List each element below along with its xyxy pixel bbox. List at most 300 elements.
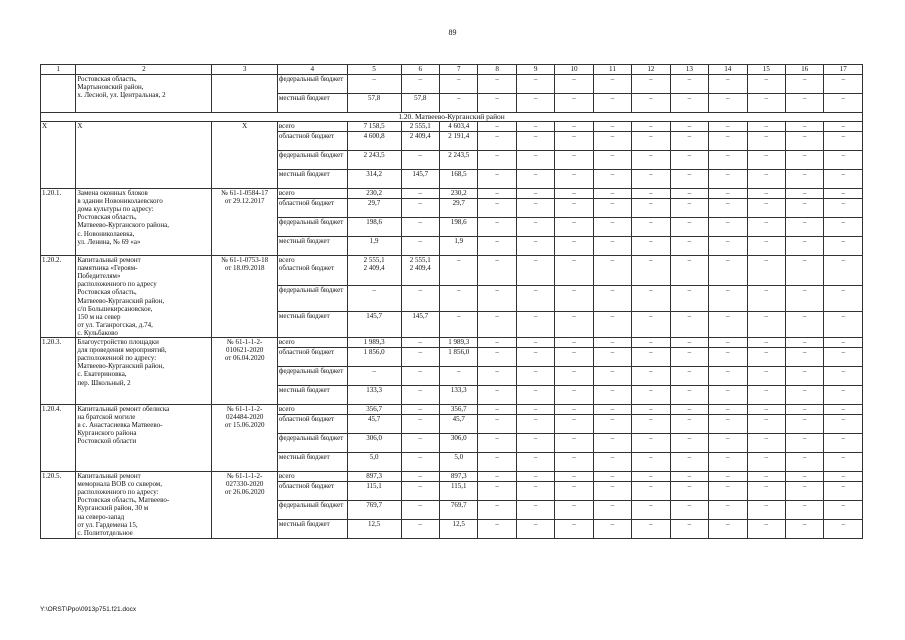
- value-cell: –: [824, 386, 863, 405]
- value-cell: –: [347, 75, 401, 94]
- value-cell: –: [478, 75, 516, 94]
- value-cell: –: [824, 312, 863, 338]
- value-cell: –: [478, 312, 516, 338]
- value-cell: –: [785, 75, 823, 94]
- value-cell: –: [516, 237, 554, 256]
- column-header: 14: [709, 65, 747, 75]
- value-cell: –: [747, 189, 785, 199]
- value-cell: –: [478, 386, 516, 405]
- value-cell: –: [478, 94, 516, 113]
- column-header: 13: [670, 65, 708, 75]
- value-cell: –: [670, 520, 708, 539]
- value-cell: –: [632, 237, 670, 256]
- value-cell: –: [516, 453, 554, 472]
- value-cell: –: [516, 434, 554, 453]
- value-cell: –: [747, 94, 785, 113]
- value-cell: –: [401, 415, 439, 434]
- value-cell: –: [555, 453, 593, 472]
- value-cell: –: [555, 520, 593, 539]
- item-code: [41, 75, 76, 113]
- value-cell: 1 989,3: [347, 338, 401, 348]
- value-cell: –: [632, 170, 670, 189]
- value-cell: –: [593, 237, 631, 256]
- value-cell: –: [824, 199, 863, 218]
- funding-source: федеральный бюджет: [277, 75, 347, 94]
- value-cell: –: [824, 218, 863, 237]
- value-cell: –: [478, 132, 516, 151]
- value-cell: –: [593, 482, 631, 501]
- value-cell: –: [670, 122, 708, 132]
- value-cell: –: [785, 348, 823, 367]
- value-cell: –: [555, 256, 593, 286]
- value-cell: 5,0: [347, 453, 401, 472]
- value-cell: –: [747, 170, 785, 189]
- value-cell: –: [516, 367, 554, 386]
- value-cell: –: [516, 75, 554, 94]
- value-cell: –: [593, 312, 631, 338]
- value-cell: –: [747, 218, 785, 237]
- value-cell: –: [824, 415, 863, 434]
- value-cell: –: [785, 94, 823, 113]
- value-cell: –: [709, 367, 747, 386]
- value-cell: –: [670, 199, 708, 218]
- value-cell: 4 600,8: [347, 132, 401, 151]
- value-cell: –: [824, 170, 863, 189]
- value-cell: –: [593, 256, 631, 286]
- value-cell: –: [824, 132, 863, 151]
- expertise-doc: № 61-1-1-2- 010621-2020 от 06.04.2020: [212, 338, 277, 405]
- value-cell: –: [555, 415, 593, 434]
- item-code: 1.20.1.: [41, 189, 76, 256]
- item-code: 1.20.5.: [41, 472, 76, 539]
- value-cell: 769,7: [440, 501, 478, 520]
- value-cell: –: [785, 405, 823, 415]
- value-cell: –: [440, 367, 478, 386]
- value-cell: –: [632, 338, 670, 348]
- value-cell: 7 158,5: [347, 122, 401, 132]
- value-cell: 2 409,4: [401, 132, 439, 151]
- page-number: 89: [448, 28, 457, 37]
- column-number-row: [41, 65, 863, 75]
- funding-source: местный бюджет: [277, 94, 347, 113]
- value-cell: 57,8: [401, 94, 439, 113]
- value-cell: 145,7: [401, 170, 439, 189]
- value-cell: –: [555, 482, 593, 501]
- value-cell: –: [401, 367, 439, 386]
- value-cell: –: [555, 501, 593, 520]
- value-cell: –: [709, 482, 747, 501]
- value-cell: –: [401, 405, 439, 415]
- value-cell: –: [593, 189, 631, 199]
- value-cell: –: [401, 286, 439, 312]
- value-cell: –: [401, 348, 439, 367]
- funding-source: областной бюджет: [277, 132, 347, 151]
- value-cell: –: [709, 122, 747, 132]
- section-title: 1.20. Матвеево-Курганский район: [41, 113, 863, 122]
- value-cell: –: [632, 472, 670, 482]
- value-cell: 2 555,1: [401, 122, 439, 132]
- expertise-doc: [212, 75, 277, 113]
- value-cell: –: [555, 170, 593, 189]
- value-cell: –: [440, 75, 478, 94]
- value-cell: –: [747, 367, 785, 386]
- item-name: Замена оконных блоков в здании Новониколаевского дома культуры по адресу: Ростовская область, Матвеево-Курганского района, с. Новониколаевка, ул. Ленина, № 69 «а»: [76, 189, 212, 256]
- value-cell: –: [478, 472, 516, 482]
- value-cell: –: [632, 122, 670, 132]
- value-cell: –: [632, 482, 670, 501]
- value-cell: –: [401, 151, 439, 170]
- value-cell: –: [516, 170, 554, 189]
- value-cell: –: [478, 218, 516, 237]
- value-cell: –: [785, 256, 823, 286]
- table-row: [41, 189, 863, 199]
- value-cell: 12,5: [440, 520, 478, 539]
- value-cell: –: [709, 338, 747, 348]
- column-header: 1: [41, 65, 76, 75]
- value-cell: –: [440, 286, 478, 312]
- funding-source: всего: [277, 472, 347, 482]
- value-cell: –: [670, 237, 708, 256]
- funding-source: местный бюджет: [277, 520, 347, 539]
- value-cell: –: [670, 256, 708, 286]
- value-cell: –: [785, 151, 823, 170]
- value-cell: –: [401, 520, 439, 539]
- value-cell: –: [401, 218, 439, 237]
- value-cell: –: [478, 286, 516, 312]
- table-row: [41, 472, 863, 482]
- value-cell: –: [401, 386, 439, 405]
- value-cell: –: [401, 189, 439, 199]
- funding-source: местный бюджет: [277, 453, 347, 472]
- column-header: 4: [277, 65, 347, 75]
- value-cell: –: [593, 348, 631, 367]
- value-cell: 356,7: [440, 405, 478, 415]
- value-cell: –: [670, 434, 708, 453]
- value-cell: –: [824, 286, 863, 312]
- value-cell: –: [478, 453, 516, 472]
- value-cell: –: [593, 501, 631, 520]
- column-header: 7: [440, 65, 478, 75]
- value-cell: –: [516, 218, 554, 237]
- funding-source: всего: [277, 189, 347, 199]
- value-cell: –: [440, 312, 478, 338]
- item-name: Капитальный ремонт обелиска на братской могиле в с. Анастасиевка Матвеево- Курганского района Ростовской области: [76, 405, 212, 472]
- value-cell: –: [709, 348, 747, 367]
- value-cell: –: [516, 199, 554, 218]
- value-cell: –: [709, 501, 747, 520]
- funding-source: федеральный бюджет: [277, 367, 347, 386]
- value-cell: –: [824, 405, 863, 415]
- value-cell: –: [747, 312, 785, 338]
- item-name: X: [76, 122, 212, 189]
- value-cell: –: [478, 434, 516, 453]
- value-cell: –: [747, 453, 785, 472]
- value-cell: –: [555, 132, 593, 151]
- value-cell: 12,5: [347, 520, 401, 539]
- value-cell: 897,3: [440, 472, 478, 482]
- column-header: 15: [747, 65, 785, 75]
- value-cell: –: [593, 199, 631, 218]
- expertise-doc: № 61-1-1-2- 027330-2020 от 26.06.2020: [212, 472, 277, 539]
- funding-source: областной бюджет: [277, 415, 347, 434]
- value-cell: –: [555, 189, 593, 199]
- value-cell: –: [747, 482, 785, 501]
- value-cell: –: [593, 151, 631, 170]
- value-cell: –: [555, 338, 593, 348]
- value-cell: –: [593, 386, 631, 405]
- value-cell: –: [555, 348, 593, 367]
- value-cell: –: [516, 482, 554, 501]
- value-cell: –: [709, 75, 747, 94]
- value-cell: –: [555, 75, 593, 94]
- value-cell: –: [593, 434, 631, 453]
- value-cell: –: [709, 132, 747, 151]
- column-header: 3: [212, 65, 277, 75]
- value-cell: –: [824, 482, 863, 501]
- column-header: 17: [824, 65, 863, 75]
- value-cell: –: [747, 122, 785, 132]
- value-cell: –: [401, 75, 439, 94]
- value-cell: –: [670, 151, 708, 170]
- value-cell: 2 191,4: [440, 132, 478, 151]
- value-cell: –: [670, 170, 708, 189]
- value-cell: 5,0: [440, 453, 478, 472]
- value-cell: –: [516, 501, 554, 520]
- value-cell: –: [401, 472, 439, 482]
- value-cell: 4 603,4: [440, 122, 478, 132]
- value-cell: –: [670, 338, 708, 348]
- value-cell: –: [593, 170, 631, 189]
- value-cell: –: [516, 348, 554, 367]
- value-cell: –: [555, 405, 593, 415]
- value-cell: –: [709, 218, 747, 237]
- value-cell: –: [709, 151, 747, 170]
- funding-source: местный бюджет: [277, 386, 347, 405]
- expertise-doc: X: [212, 122, 277, 189]
- value-cell: –: [747, 286, 785, 312]
- value-cell: –: [632, 286, 670, 312]
- value-cell: –: [632, 386, 670, 405]
- value-cell: –: [747, 199, 785, 218]
- value-cell: 168,5: [440, 170, 478, 189]
- value-cell: 29,7: [440, 199, 478, 218]
- value-cell: –: [478, 122, 516, 132]
- value-cell: –: [401, 501, 439, 520]
- value-cell: –: [516, 405, 554, 415]
- funding-source: федеральный бюджет: [277, 218, 347, 237]
- value-cell: –: [670, 286, 708, 312]
- column-header: 12: [632, 65, 670, 75]
- value-cell: –: [516, 122, 554, 132]
- value-cell: –: [593, 453, 631, 472]
- value-cell: –: [824, 434, 863, 453]
- value-cell: –: [516, 312, 554, 338]
- value-cell: –: [747, 405, 785, 415]
- value-cell: –: [670, 386, 708, 405]
- value-cell: –: [555, 151, 593, 170]
- value-cell: –: [555, 434, 593, 453]
- value-cell: –: [347, 286, 401, 312]
- value-cell: –: [516, 94, 554, 113]
- value-cell: –: [709, 312, 747, 338]
- value-cell: –: [593, 472, 631, 482]
- value-cell: –: [555, 199, 593, 218]
- value-cell: –: [785, 199, 823, 218]
- value-cell: 198,6: [347, 218, 401, 237]
- value-cell: –: [747, 415, 785, 434]
- value-cell: –: [347, 367, 401, 386]
- value-cell: –: [632, 199, 670, 218]
- value-cell: –: [824, 256, 863, 286]
- value-cell: –: [555, 122, 593, 132]
- funding-source: федеральный бюджет: [277, 151, 347, 170]
- table-row: [41, 338, 863, 348]
- expertise-doc: № 61-1-1-2- 024484-2020 от 15.06.2020: [212, 405, 277, 472]
- column-header: 16: [785, 65, 823, 75]
- value-cell: –: [709, 256, 747, 286]
- value-cell: –: [478, 348, 516, 367]
- value-cell: –: [670, 75, 708, 94]
- value-cell: –: [785, 501, 823, 520]
- column-header: 2: [76, 65, 212, 75]
- value-cell: 29,7: [347, 199, 401, 218]
- value-cell: –: [785, 482, 823, 501]
- table-row: [41, 122, 863, 132]
- value-cell: –: [747, 132, 785, 151]
- value-cell: –: [824, 367, 863, 386]
- value-cell: –: [747, 237, 785, 256]
- value-cell: –: [516, 256, 554, 286]
- value-cell: –: [824, 122, 863, 132]
- value-cell: –: [709, 434, 747, 453]
- value-cell: –: [401, 434, 439, 453]
- value-cell: 145,7: [401, 312, 439, 338]
- funding-source: всего: [277, 405, 347, 415]
- value-cell: –: [555, 312, 593, 338]
- item-name: Капитальный ремонт памятника «Героям- Победителям» расположенного по адресу Ростовская область, Матвеево-Курганский район, с/п Большекирсановское, 150 м на север от ул. Таганрогская, д.74, с. Кульбаково: [76, 256, 212, 338]
- value-cell: –: [478, 367, 516, 386]
- value-cell: –: [785, 218, 823, 237]
- value-cell: 2 555,1 2 409,4: [347, 256, 401, 286]
- value-cell: 1 989,3: [440, 338, 478, 348]
- value-cell: –: [747, 338, 785, 348]
- value-cell: –: [785, 122, 823, 132]
- value-cell: 314,2: [347, 170, 401, 189]
- value-cell: –: [747, 348, 785, 367]
- value-cell: –: [632, 520, 670, 539]
- expertise-doc: № 61-1-0584-17 от 29.12.2017: [212, 189, 277, 256]
- value-cell: –: [632, 312, 670, 338]
- value-cell: –: [785, 386, 823, 405]
- value-cell: –: [709, 415, 747, 434]
- value-cell: –: [593, 75, 631, 94]
- value-cell: 45,7: [347, 415, 401, 434]
- value-cell: –: [632, 501, 670, 520]
- value-cell: –: [516, 151, 554, 170]
- value-cell: –: [824, 501, 863, 520]
- value-cell: –: [593, 132, 631, 151]
- value-cell: 2 555,1 2 409,4: [401, 256, 439, 286]
- value-cell: 45,7: [440, 415, 478, 434]
- value-cell: –: [747, 386, 785, 405]
- value-cell: –: [670, 501, 708, 520]
- value-cell: –: [824, 348, 863, 367]
- value-cell: 1,9: [347, 237, 401, 256]
- funding-source: местный бюджет: [277, 170, 347, 189]
- value-cell: –: [516, 386, 554, 405]
- value-cell: –: [709, 189, 747, 199]
- value-cell: –: [670, 218, 708, 237]
- value-cell: –: [747, 472, 785, 482]
- value-cell: –: [516, 520, 554, 539]
- value-cell: –: [670, 405, 708, 415]
- value-cell: –: [824, 453, 863, 472]
- value-cell: –: [555, 286, 593, 312]
- item-name: Благоустройство площадки для проведения мероприятий, расположенной по адресу: Матвеево-Курганский район, с. Екатериновка, пер. Школьный, 2: [76, 338, 212, 405]
- value-cell: 230,2: [347, 189, 401, 199]
- value-cell: –: [555, 94, 593, 113]
- budget-table: [40, 64, 863, 539]
- value-cell: 115,1: [440, 482, 478, 501]
- value-cell: –: [440, 256, 478, 286]
- section-row: [41, 113, 863, 122]
- value-cell: –: [632, 132, 670, 151]
- value-cell: –: [478, 338, 516, 348]
- value-cell: –: [593, 520, 631, 539]
- value-cell: 115,1: [347, 482, 401, 501]
- value-cell: –: [824, 338, 863, 348]
- value-cell: 198,6: [440, 218, 478, 237]
- table-row: [41, 75, 863, 94]
- value-cell: –: [785, 367, 823, 386]
- value-cell: –: [785, 415, 823, 434]
- value-cell: –: [785, 338, 823, 348]
- value-cell: –: [516, 286, 554, 312]
- expertise-doc: № 61-1-0753-18 от 18.09.2018: [212, 256, 277, 338]
- value-cell: –: [593, 94, 631, 113]
- value-cell: 133,3: [440, 386, 478, 405]
- value-cell: –: [670, 472, 708, 482]
- value-cell: –: [478, 415, 516, 434]
- value-cell: –: [709, 237, 747, 256]
- value-cell: –: [555, 386, 593, 405]
- value-cell: –: [747, 151, 785, 170]
- value-cell: –: [824, 75, 863, 94]
- value-cell: –: [632, 218, 670, 237]
- funding-source: областной бюджет: [277, 199, 347, 218]
- value-cell: –: [401, 482, 439, 501]
- value-cell: –: [670, 367, 708, 386]
- item-code: X: [41, 122, 76, 189]
- column-header: 8: [478, 65, 516, 75]
- value-cell: –: [747, 434, 785, 453]
- value-cell: –: [516, 132, 554, 151]
- value-cell: –: [401, 237, 439, 256]
- value-cell: –: [709, 94, 747, 113]
- value-cell: –: [785, 434, 823, 453]
- value-cell: –: [709, 453, 747, 472]
- value-cell: –: [824, 94, 863, 113]
- value-cell: –: [632, 415, 670, 434]
- value-cell: –: [478, 170, 516, 189]
- value-cell: –: [709, 472, 747, 482]
- funding-source: федеральный бюджет: [277, 434, 347, 453]
- value-cell: –: [709, 386, 747, 405]
- value-cell: –: [632, 348, 670, 367]
- value-cell: –: [747, 501, 785, 520]
- value-cell: –: [670, 94, 708, 113]
- value-cell: –: [632, 453, 670, 472]
